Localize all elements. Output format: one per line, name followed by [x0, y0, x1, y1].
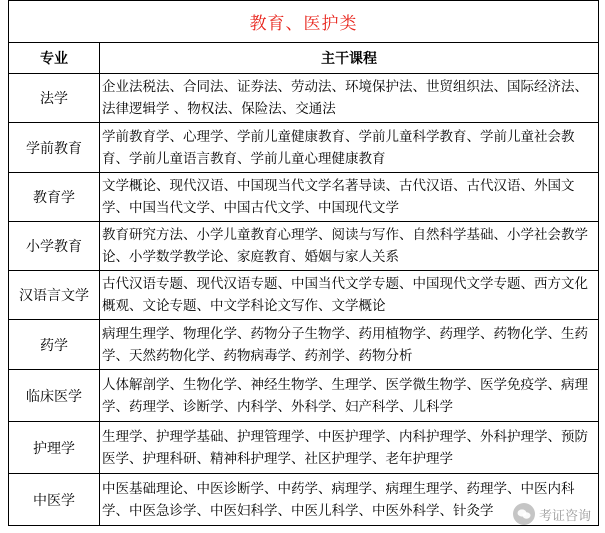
header-courses: 主干课程 [100, 43, 599, 74]
courses-cell: 人体解剖学、生物化学、神经生物学、生理学、医学微生物学、医学免疫学、病理学、药理学、诊断学、内科学、外科学、妇产科学、儿科学 [100, 370, 599, 422]
courses-cell: 文学概论、现代汉语、中国现当代文学名著导读、古代汉语、古代汉语、外国文学、中国当代文学、中国古代文学、中国现代文学 [100, 173, 599, 222]
chat-bubble-icon [513, 503, 535, 525]
table-row [9, 320, 599, 370]
major-cell: 法学 [9, 74, 100, 123]
table-row [9, 474, 599, 526]
major-cell: 学前教育 [9, 123, 100, 173]
major-cell: 护理学 [9, 422, 100, 474]
table-row [9, 422, 599, 474]
table-row [9, 222, 599, 271]
table-row [9, 370, 599, 422]
courses-cell: 教育研究方法、小学儿童教育心理学、阅读与写作、自然科学基础、小学社会教学论、小学数学教学论、家庭教育、婚姻与家人关系 [100, 222, 599, 271]
major-cell: 汉语言文学 [9, 271, 100, 320]
course-table-container [8, 0, 598, 526]
table-title: 教育、医护类 [9, 1, 599, 43]
title-row [9, 1, 599, 43]
major-cell: 中医学 [9, 474, 100, 526]
major-cell: 药学 [9, 320, 100, 370]
watermark-text: 考证咨询 [538, 508, 591, 524]
major-cell: 临床医学 [9, 370, 100, 422]
major-cell: 小学教育 [9, 222, 100, 271]
courses-cell: 企业法税法、合同法、证券法、劳动法、环境保护法、世贸组织法、国际经济法、法律逻辑学 、物权法、保险法、交通法 [100, 74, 599, 123]
header-row [9, 43, 599, 74]
table-row [9, 123, 599, 173]
course-table [8, 0, 599, 526]
table-row [9, 74, 599, 123]
courses-cell: 古代汉语专题、现代汉语专题、中国当代文学专题、中国现代文学专题、西方文化概观、文论专题、中文学科论文写作、文学概论 [100, 271, 599, 320]
courses-cell: 学前教育学、心理学、学前儿童健康教育、学前儿童科学教育、学前儿童社会教育、学前儿童语言教育、学前儿童心理健康教育 [100, 123, 599, 173]
courses-cell: 病理生理学、物理化学、药物分子生物学、药用植物学、药理学、药物化学、生药学、天然药物化学、药物病毒学、药剂学、药物分析 [100, 320, 599, 370]
watermark [513, 503, 591, 525]
courses-cell: 生理学、护理学基础、护理管理学、中医护理学、内科护理学、外科护理学、预防医学、护理科研、精神科护理学、社区护理学、老年护理学 [100, 422, 599, 474]
major-cell: 教育学 [9, 173, 100, 222]
header-major: 专业 [9, 43, 100, 74]
courses-cell: 中医基础理论、中医诊断学、中药学、病理学、病理生理学、药理学、中医内科学、中医急诊学、中医妇科学、中医儿科学、中医外科学、针灸学 [100, 474, 599, 526]
table-row [9, 271, 599, 320]
table-row [9, 173, 599, 222]
